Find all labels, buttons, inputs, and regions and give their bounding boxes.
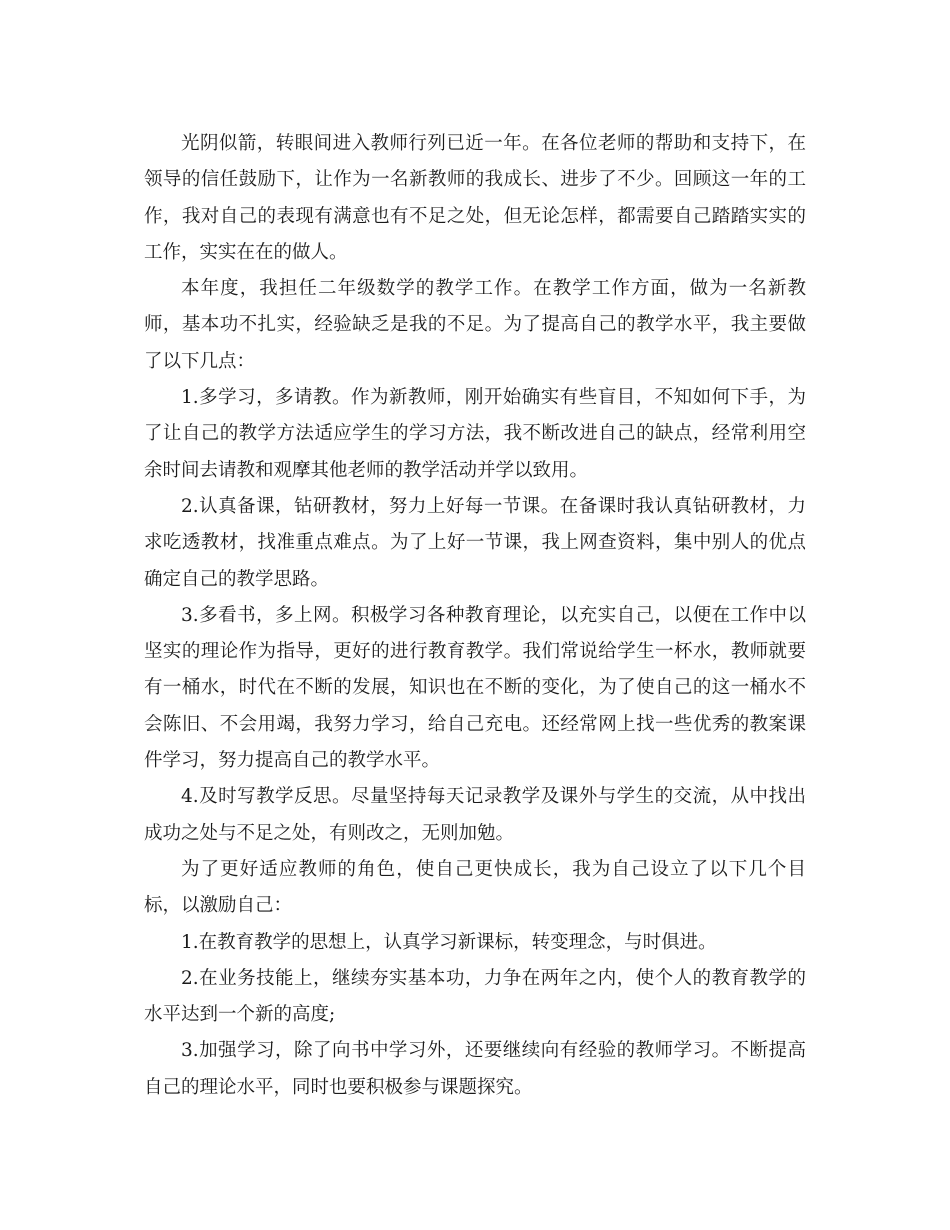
paragraph-work-overview: 本年度，我担任二年级数学的教学工作。在教学工作方面，做为一名新教师，基本功不扎实，经验缺乏是我的不足。为了提高自己的教学水平，我主要做了以下几点：: [144, 278, 806, 372]
paragraph-intro: 光阴似箭，转眼间进入教师行列已近一年。在各位老师的帮助和支持下，在领导的信任鼓励下，让作为一名新教师的我成长、进步了不少。回顾这一年的工作，我对自己的表现有满意也有不足之处，但无论怎样，都需要自己踏踏实实的工作，实实在在的做人。: [144, 133, 806, 263]
paragraph-point-3: 3.多看书，多上网。积极学习各种教育理论，以充实自己，以便在工作中以坚实的理论作为指导，更好的进行教育教学。我们常说给学生一杯水，教师就要有一桶水，时代在不断的发展，知识也在不断的变化，为了使自己的这一桶水不会陈旧、不会用竭，我努力学习，给自己充电。还经常网上找一些优秀的教案课件学习，努力提高自己的教学水平。: [144, 604, 806, 772]
document-body: [144, 126, 806, 1106]
paragraph-point-2: 2.认真备课，钻研教材，努力上好每一节课。在备课时我认真钻研教材，力求吃透教材，找准重点难点。为了上好一节课，我上网查资料，集中别人的优点确定自己的教学思路。: [144, 495, 806, 590]
paragraph-point-1: 1.多学习，多请教。作为新教师，刚开始确实有些盲目，不知如何下手，为了让自己的教学方法适应学生的学习方法，我不断改进自己的缺点，经常利用空余时间去请教和观摩其他老师的教学活动并学以致用。: [144, 387, 806, 481]
paragraph-goal-3: 3.加强学习，除了向书中学习外，还要继续向有经验的教师学习。不断提高自己的理论水平，同时也要积极参与课题探究。: [144, 1040, 806, 1098]
paragraph-goal-1: 1.在教育教学的思想上，认真学习新课标，转变理念，与时俱进。: [181, 931, 717, 953]
paragraph-goal-2: 2.在业务技能上，继续夯实基本功，力争在两年之内，使个人的教育教学的水平达到一个新的高度;: [144, 967, 806, 1026]
paragraph-goals-intro: 为了更好适应教师的角色，使自己更快成长，我为自己设立了以下几个目标，以激励自己：: [144, 858, 806, 917]
paragraph-point-4: 4.及时写教学反思。尽量坚持每天记录教学及课外与学生的交流，从中找出成功之处与不足之处，有则改之，无则加勉。: [144, 786, 806, 844]
